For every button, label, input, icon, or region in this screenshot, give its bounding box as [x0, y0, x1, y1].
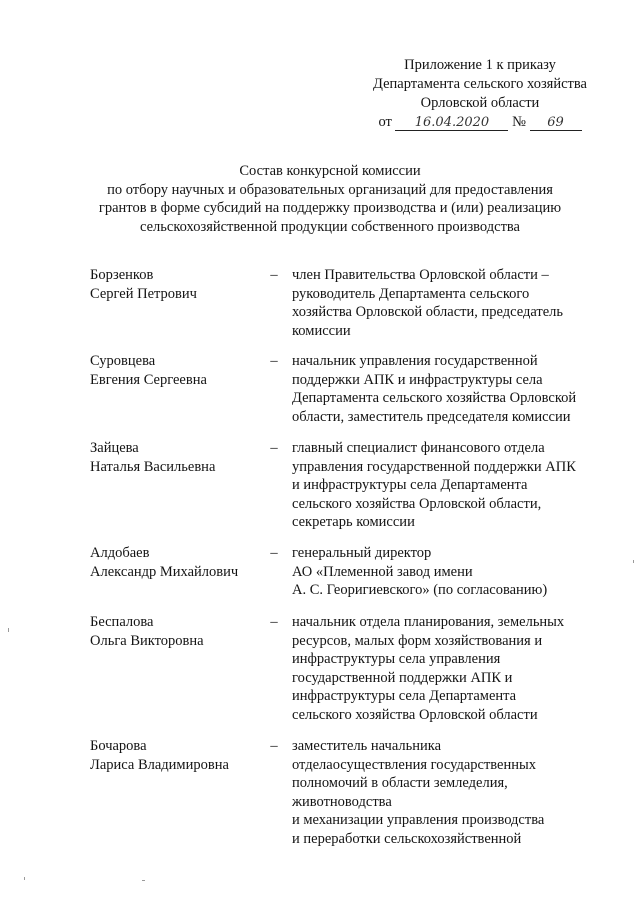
position-line: АО «Племенной завод имени — [292, 563, 473, 580]
position-line: ресурсов, малых форм хозяйствования и — [292, 632, 543, 649]
document-title — [60, 162, 600, 236]
title-line-4: сельскохозяйственной продукции собственного производства — [139, 218, 520, 235]
member-position — [292, 266, 592, 340]
position-line: руководитель Департамента сельского — [292, 285, 530, 302]
member-dash: – — [270, 440, 278, 456]
appendix-header — [350, 56, 610, 132]
position-line: секретарь комиссии — [292, 514, 415, 530]
position-line: сельского хозяйства Орловской области — [292, 706, 538, 723]
member-given-name: Евгения Сергеевна — [90, 371, 207, 388]
member-name — [90, 439, 260, 476]
position-line: начальник управления государственной — [292, 353, 538, 369]
position-line: области, заместитель председателя комиссии — [292, 408, 571, 425]
scan-speck — [24, 877, 25, 880]
handwritten-number: 69 — [530, 115, 582, 131]
member-dash: – — [270, 738, 278, 754]
position-line: главный специалист финансового отдела — [292, 440, 545, 456]
title-line-3: грантов в форме субсидий на поддержку производства и (или) реализацию — [98, 200, 562, 216]
scan-speck — [8, 628, 9, 632]
member-dash: – — [270, 614, 278, 630]
title-line-1: Состав конкурсной комиссии — [239, 163, 421, 179]
member-position — [292, 613, 592, 724]
position-line: Департамента сельского хозяйства Орловской — [292, 390, 577, 406]
scan-speck — [142, 880, 145, 881]
header-line-2: Департамента сельского хозяйства — [373, 76, 587, 92]
member-given-name: Лариса Владимировна — [90, 756, 229, 773]
member-surname: Зайцева — [90, 440, 139, 456]
scan-speck — [633, 560, 634, 563]
position-line: животноводства — [292, 793, 392, 810]
member-name — [90, 544, 260, 581]
member-name — [90, 613, 260, 650]
member-dash: – — [270, 545, 278, 561]
position-line: отделаосуществления государственных — [292, 756, 536, 773]
position-line: государственной поддержки АПК и — [292, 669, 513, 686]
position-line: А. С. Георигиевского» (по согласованию) — [292, 582, 548, 598]
member-dash: – — [270, 267, 278, 283]
position-line: комиссии — [292, 322, 351, 339]
position-line: полномочий в области земледелия, — [292, 775, 508, 791]
position-line: и механизации управления производства — [292, 812, 545, 828]
member-surname: Беспалова — [90, 614, 154, 630]
date-prefix: от — [378, 114, 392, 130]
position-line: член Правительства Орловской области – — [292, 267, 549, 283]
position-line: генеральный директор — [292, 545, 432, 561]
member-position — [292, 737, 592, 848]
position-line: поддержки АПК и инфраструктуры села — [292, 371, 543, 388]
header-line-1: Приложение 1 к приказу — [404, 57, 556, 73]
member-given-name: Ольга Викторовна — [90, 632, 204, 649]
position-line: инфраструктуры села управления — [292, 651, 501, 667]
position-line: сельского хозяйства Орловской области, — [292, 495, 542, 512]
member-position — [292, 352, 592, 426]
order-date-line — [350, 113, 610, 132]
member-position — [292, 439, 592, 532]
member-surname: Суровцева — [90, 353, 156, 369]
position-line: и инфраструктуры села Департамента — [292, 477, 528, 493]
member-name — [90, 352, 260, 389]
position-line: заместитель начальника — [292, 738, 442, 754]
title-line-2: по отбору научных и образовательных организаций для предоставления — [107, 181, 553, 198]
handwritten-date: 16.04.2020 — [395, 115, 508, 131]
member-name — [90, 266, 260, 303]
position-line: инфраструктуры села Департамента — [292, 688, 517, 704]
number-prefix: № — [512, 114, 526, 130]
member-surname: Бочарова — [90, 738, 147, 754]
position-line: и переработки сельскохозяйственной — [292, 830, 522, 847]
member-given-name: Сергей Петрович — [90, 285, 197, 302]
position-line: управления государственной поддержки АПК — [292, 458, 576, 475]
position-line: начальник отдела планирования, земельных — [292, 614, 565, 630]
member-given-name: Александр Михайлович — [90, 563, 239, 580]
member-surname: Алдобаев — [90, 545, 150, 561]
member-surname: Борзенков — [90, 267, 154, 283]
member-name — [90, 737, 260, 774]
member-given-name: Наталья Васильевна — [90, 458, 216, 475]
position-line: хозяйства Орловской области, председатель — [292, 304, 564, 320]
member-dash: – — [270, 353, 278, 369]
header-line-3: Орловской области — [420, 95, 540, 111]
member-position — [292, 544, 592, 600]
